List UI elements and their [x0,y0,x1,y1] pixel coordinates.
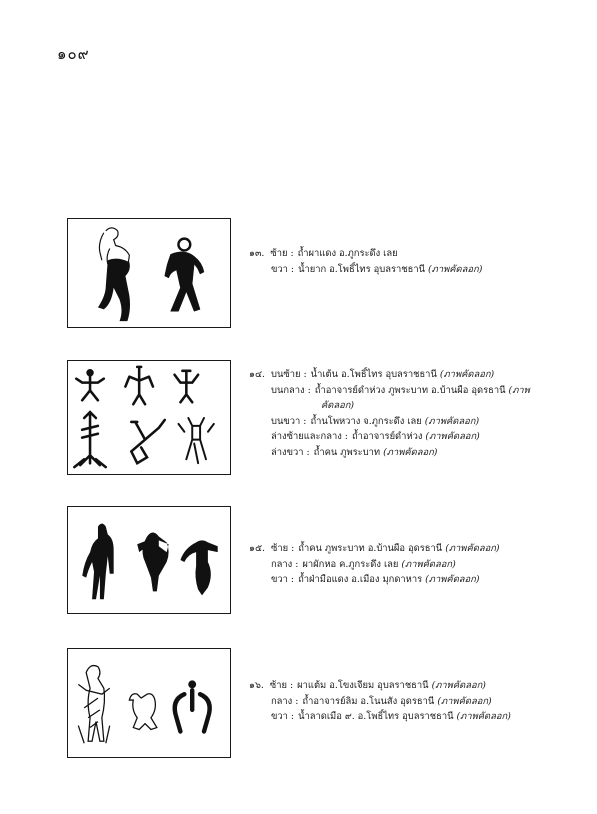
plate-number: ๑๖. [249,680,264,691]
caption-line [249,557,549,573]
caption-text: ถ้ำอาจารย์ดำห่วง ภูพระบาท อ.บ้านผือ อุดรธานี [314,384,506,396]
caption-label: บนขวา : [271,415,307,427]
caption-line [249,694,549,710]
caption-note: (ภาพคัดลอก) [428,263,483,275]
caption-note: (ภาพคัดลอก) [425,574,480,586]
plate-16-figures [68,649,230,757]
stick-figure-top-left [76,370,104,400]
plate-13-figure-frame [67,218,231,328]
horned-figure-bottom-right [178,418,213,463]
caption-line [249,383,549,399]
caption-line [249,367,549,383]
caption-note: (ภาพ [508,384,530,396]
caption-line [249,398,549,414]
caption-note: (ภาพคัดลอก) [456,711,511,723]
caption-text: ถ้ำคน ภูพระบาท [313,446,381,458]
caption-text: ถ้ำฝ่ามือแดง อ.เมือง มุกดาหาร [298,574,423,586]
caption-text: ถ้ำนโพหวาง จ.ภูกระดึง เลย [310,415,422,427]
caption-note: (ภาพคัดลอก) [431,680,486,691]
dark-figure-middle [137,533,168,592]
caption-label: ขวา : [271,574,295,586]
plate-13-caption [249,246,549,277]
dancing-human-figure [165,239,204,312]
plate-16-caption [249,678,549,725]
caption-note: (ภาพคัดลอก) [439,369,495,380]
caption-text: น้ำลาดเมือ ๙. อ.โพธิ์ไทร อุบลราชธานี [298,711,454,723]
caption-note: คัดลอก) [321,400,355,412]
plate-13-figures [68,219,230,327]
outline-figure-middle [129,694,156,730]
caption-text: ถ้ำอาจารย์ลิม อ.โนนสัง อุดรธานี [302,695,435,707]
caption-label: กลาง : [271,558,299,570]
caption-label: ล่างซ้ายและกลาง : [271,431,348,443]
caption-label: ขวา : [271,711,295,723]
caption-line [249,429,549,445]
outline-figure-left [78,666,109,744]
caption-label: บนกลาง : [271,384,311,396]
caption-line [249,572,549,588]
caption-note: (ภาพคัดลอก) [425,431,480,443]
caption-text: ถ้ำอาจารย์ดำห่วง [351,431,423,443]
plate-16-figure-frame [67,648,231,758]
dark-figure-right [180,540,217,595]
plate-14-figures [68,361,230,474]
plate-14-caption [249,367,549,461]
caption-label: ซ้าย : [269,680,294,691]
stick-figure-top-middle [125,367,153,404]
caption-label: ขวา : [271,263,295,275]
caption-label: บนซ้าย : [271,369,307,380]
caption-line [249,246,549,262]
plate-14-figure-frame [67,360,231,475]
caption-line [249,678,549,694]
caption-text: ถ้ำผาแดง อ.ภูกระดึง เลย [297,248,398,259]
caption-label: กลาง : [271,695,299,707]
caption-note: (ภาพคัดลอก) [445,543,500,554]
seated-human-legs [98,259,130,321]
caption-text: ผาผักหอ ค.ภูกระดึง เลย [302,558,399,570]
plate-15-caption [249,541,549,588]
caption-note: (ภาพคัดลอก) [401,558,456,570]
caption-text: น้ำยาก อ.โพธิ์ไทร อุบลราชธานี [298,263,426,275]
caption-text: น้ำเต้น อ.โพธิ์ไทร อุบลราชธานี [310,369,437,380]
plate-15-figure-frame [67,506,231,614]
caption-text: ถ้ำคน ภูพระบาท อ.บ้านผือ อุดรธานี [298,543,443,554]
plate-number: ๑๓. [249,248,265,259]
caption-line [249,262,549,278]
arrow-figure-bottom-left [74,412,105,467]
stick-figure-bottom-middle [131,420,164,463]
caption-line [249,541,549,557]
caption-line [249,709,549,725]
caption-line [249,445,549,461]
caption-note: (ภาพคัดลอก) [424,415,480,427]
plate-15-figures [68,507,230,613]
caption-note: (ภาพคัดลอก) [437,695,492,707]
caption-line [249,414,549,430]
dark-figure-left [82,524,113,600]
stick-figure-top-right [175,371,199,402]
page-number: ๑๐๙ [57,45,90,63]
caption-note: (ภาพคัดลอก) [383,446,438,458]
horseshoe-figure-right [175,680,210,731]
caption-label: ซ้าย : [270,248,294,259]
caption-label: ล่างขวา : [271,446,310,458]
plate-number: ๑๔. [249,369,266,380]
caption-text: ผาแต้ม อ.โขงเจียม อุบลราชธานี [297,680,429,691]
caption-label: ซ้าย : [271,543,295,554]
plate-number: ๑๕. [249,543,266,554]
